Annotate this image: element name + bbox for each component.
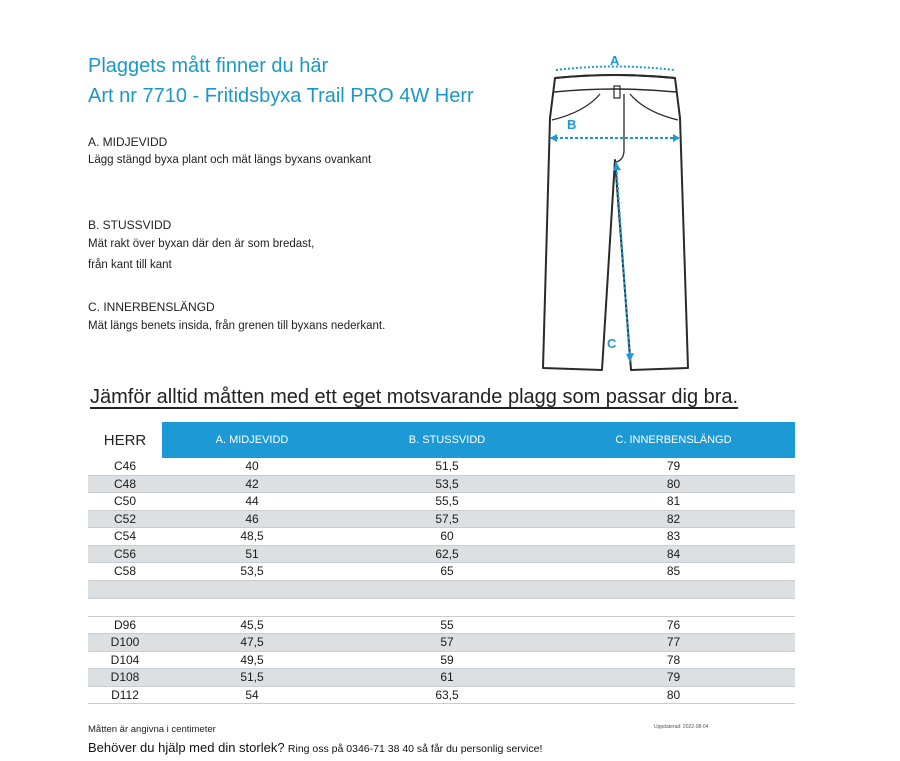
help-line xyxy=(88,740,542,755)
label-b: B xyxy=(567,117,577,132)
table-row xyxy=(88,563,795,581)
stussvidd-cell: 61 xyxy=(440,670,454,685)
page-title: Plaggets mått finner du här xyxy=(88,55,329,77)
innerbenslangd-cell: 82 xyxy=(666,511,681,526)
size-cell: D100 xyxy=(110,635,140,650)
midjevidd-cell: 48,5 xyxy=(240,529,264,544)
innerbenslangd-cell: 81 xyxy=(666,494,681,509)
size-table xyxy=(88,422,795,704)
article-title: Art nr 7710 - Fritidsbyxa Trail PRO 4W Herr xyxy=(88,85,474,107)
innerbenslangd-cell: 85 xyxy=(666,564,681,579)
measure-b-desc-line2: från kant till kant xyxy=(88,259,172,271)
size-cell: C52 xyxy=(113,511,136,526)
pants-diagram xyxy=(530,50,700,380)
table-row xyxy=(88,634,795,652)
table-row xyxy=(88,458,795,476)
stussvidd-cell: 55 xyxy=(440,617,454,632)
table-blank-row xyxy=(88,599,795,617)
measure-c-heading: C. INNERBENSLÄNGD xyxy=(88,300,215,314)
size-cell: C56 xyxy=(113,546,136,561)
measure-b-desc-line1: Mät rakt över byxan där den är som bredast, xyxy=(88,238,315,250)
midjevidd-cell: 44 xyxy=(245,494,259,509)
innerbenslangd-cell: 80 xyxy=(666,476,681,491)
midjevidd-cell: 49,5 xyxy=(240,652,264,667)
table-row xyxy=(88,493,795,511)
midjevidd-cell: 54 xyxy=(245,687,259,702)
size-cell: D104 xyxy=(110,652,140,667)
stussvidd-cell: 65 xyxy=(440,564,454,579)
size-cell: C48 xyxy=(113,476,136,491)
midjevidd-cell: 42 xyxy=(245,476,259,491)
midjevidd-cell: 53,5 xyxy=(240,564,264,579)
header-stussvidd: B. STUSSVIDD xyxy=(408,434,486,446)
measure-a-heading: A. MIDJEVIDD xyxy=(88,135,168,149)
size-cell: C50 xyxy=(113,494,136,509)
midjevidd-cell: 51 xyxy=(245,546,259,561)
header-innerbenslangd: C. INNERBENSLÄNGD xyxy=(615,434,732,446)
stussvidd-cell: 62,5 xyxy=(435,546,459,561)
midjevidd-cell: 51,5 xyxy=(240,670,264,685)
midjevidd-cell: 47,5 xyxy=(240,635,264,650)
table-spacer-row xyxy=(88,581,795,599)
stussvidd-cell: 60 xyxy=(440,529,454,544)
help-question: Behöver du hjälp med din storlek? xyxy=(88,740,285,755)
header-midjevidd: A. MIDJEVIDD xyxy=(215,434,289,446)
innerbenslangd-cell: 78 xyxy=(666,652,681,667)
stussvidd-cell: 57,5 xyxy=(435,511,459,526)
size-cell: C46 xyxy=(113,459,136,474)
table-header xyxy=(88,422,795,458)
measure-a-desc: Lägg stängd byxa plant och mät längs byxans ovankant xyxy=(88,154,372,166)
table-row xyxy=(88,511,795,529)
stussvidd-cell: 51,5 xyxy=(435,459,459,474)
midjevidd-cell: 45,5 xyxy=(240,617,264,632)
table-row xyxy=(88,652,795,670)
header-herr: HERR xyxy=(88,422,162,458)
innerbenslangd-cell: 84 xyxy=(666,546,681,561)
innerbenslangd-cell: 79 xyxy=(666,459,681,474)
table-row xyxy=(88,476,795,494)
stussvidd-cell: 63,5 xyxy=(435,687,459,702)
innerbenslangd-cell: 80 xyxy=(666,687,681,702)
measure-b-heading: B. STUSSVIDD xyxy=(88,218,172,232)
stussvidd-cell: 59 xyxy=(440,652,454,667)
stussvidd-cell: 53,5 xyxy=(435,476,459,491)
size-cell: C58 xyxy=(113,564,136,579)
table-row xyxy=(88,617,795,635)
table-row xyxy=(88,528,795,546)
stussvidd-cell: 55,5 xyxy=(435,494,459,509)
table-row xyxy=(88,546,795,564)
size-group-d xyxy=(88,617,795,705)
innerbenslangd-cell: 76 xyxy=(666,617,681,632)
size-cell: D96 xyxy=(113,617,136,632)
table-row xyxy=(88,669,795,687)
help-text: Ring oss på 0346-71 38 40 så får du personlig service! xyxy=(287,743,543,755)
footnote: Måtten är angivna i centimeter xyxy=(88,724,216,735)
stussvidd-cell: 57 xyxy=(440,635,454,650)
innerbenslangd-cell: 83 xyxy=(666,529,681,544)
size-cell: C54 xyxy=(113,529,136,544)
header-band xyxy=(162,422,795,458)
size-cell: D112 xyxy=(111,687,139,702)
label-c: C xyxy=(607,336,617,351)
label-a: A xyxy=(610,53,620,68)
compare-note: Jämför alltid måtten med ett eget motsvarande plagg som passar dig bra. xyxy=(90,386,739,408)
innerbenslangd-cell: 77 xyxy=(666,635,681,650)
size-group-c xyxy=(88,458,795,581)
innerbenslangd-cell: 79 xyxy=(666,670,681,685)
midjevidd-cell: 40 xyxy=(245,459,259,474)
updated-date: Uppdaterad: 2022-08-04 xyxy=(654,724,709,730)
measure-c-desc: Mät längs benets insida, från grenen till byxans nederkant. xyxy=(88,320,386,332)
midjevidd-cell: 46 xyxy=(245,511,259,526)
table-row xyxy=(88,687,795,705)
size-cell: D108 xyxy=(110,670,140,685)
